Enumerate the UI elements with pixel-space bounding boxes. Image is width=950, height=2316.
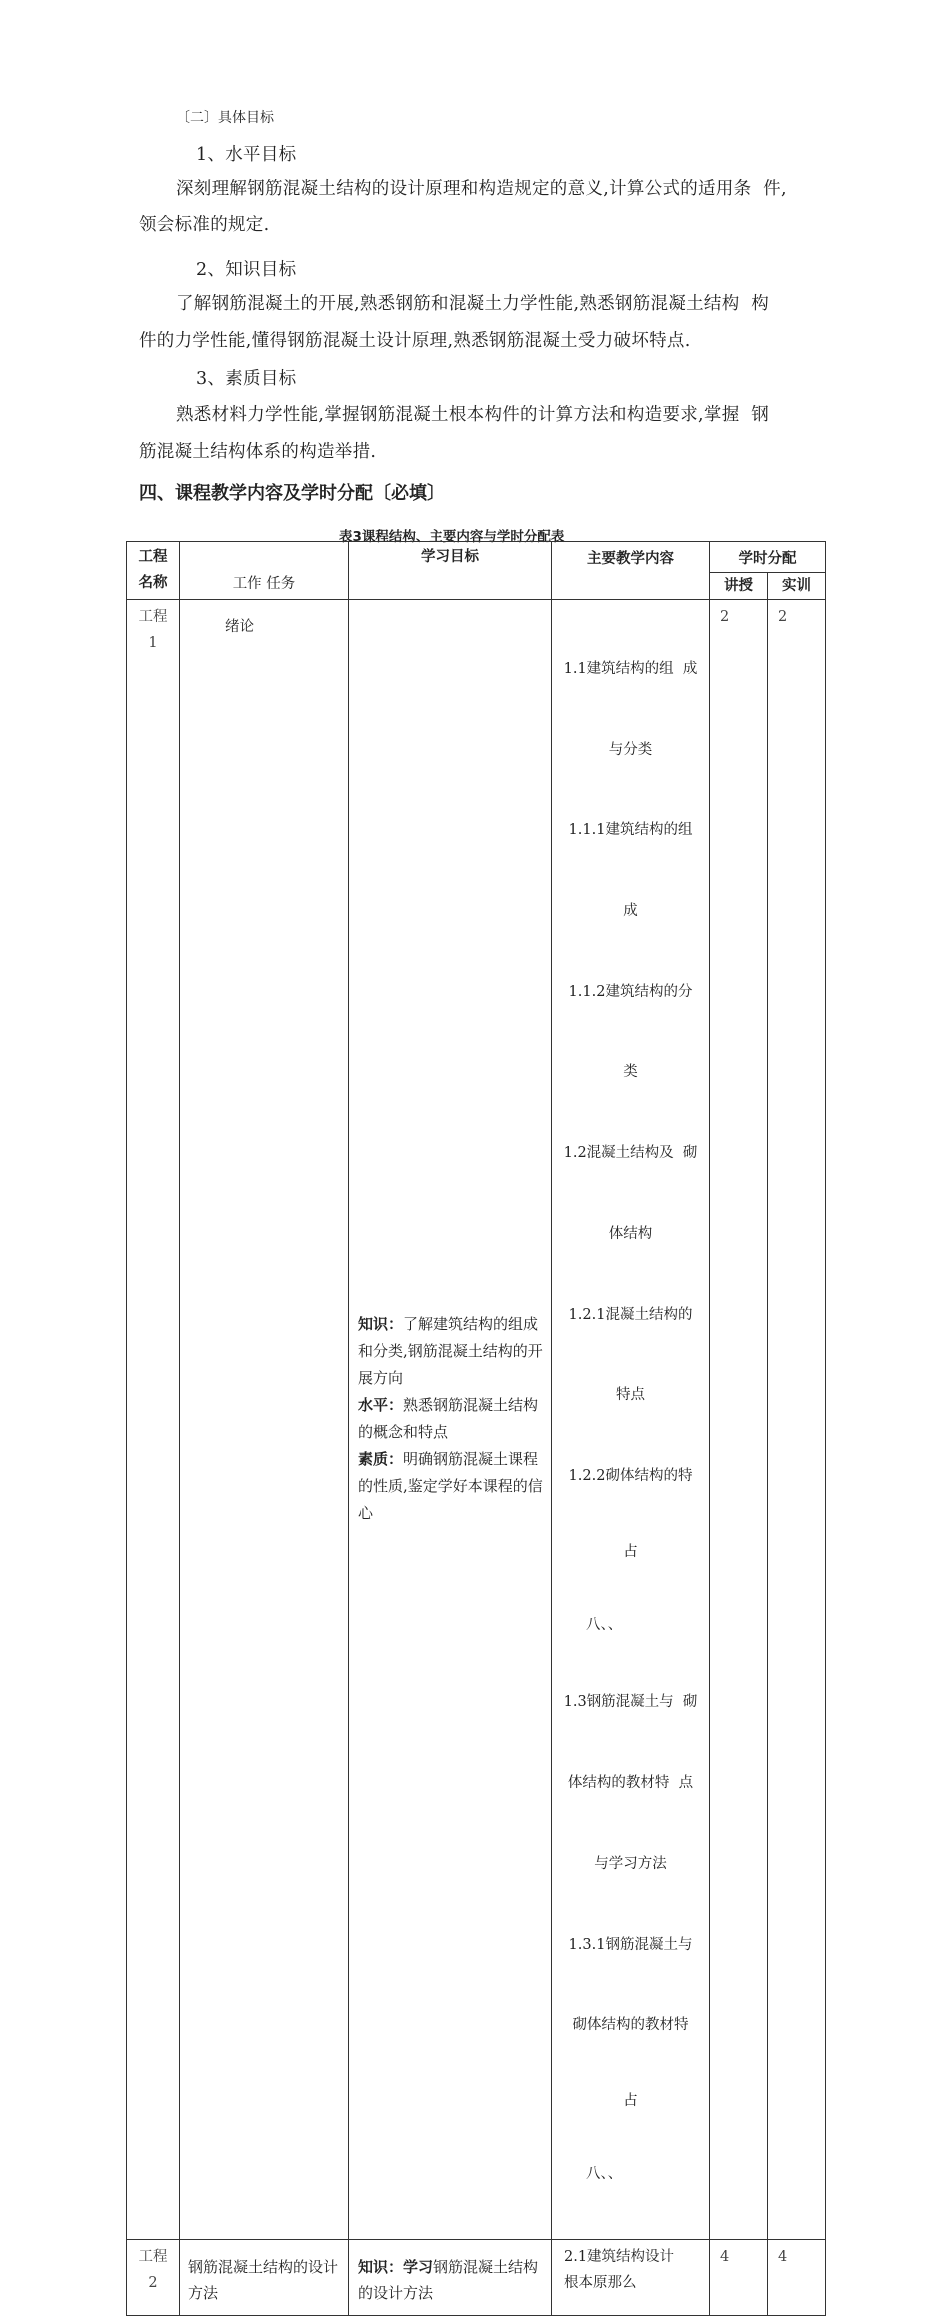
- goal1-line1: 深刻理解钢筋混凝土结构的设计原理和构造规定的意义,计算公式的适用条 件,: [176, 179, 787, 199]
- table-row: [127, 2239, 826, 2315]
- content-line: 1.2.2砌体结构的特: [568, 1468, 693, 1484]
- goal2-title: 2、知识目标: [196, 260, 297, 280]
- content-line: 体结构的教材特 点: [567, 1775, 694, 1792]
- goal1-title: 1、水平目标: [196, 145, 297, 165]
- row2-content: [552, 2239, 710, 2315]
- table-caption: 表3课程结构、主要内容与学时分配表: [339, 529, 565, 545]
- content-line: 1.1建筑结构的组 成: [563, 660, 698, 677]
- content-line: 与学习方法: [594, 1855, 667, 1872]
- row1-project-line2: 1: [148, 635, 158, 651]
- goal3-line2: 筋混凝土结构体系的构造举措.: [139, 442, 377, 462]
- goal-text-knowledge: 钢筋混凝土结构的设计方法: [358, 2257, 539, 2302]
- goal2-line2: 件的力学性能,懂得钢筋混凝土设计原理,熟悉钢筋混凝土受力破坏特点.: [139, 331, 691, 351]
- table-row: [127, 600, 826, 2240]
- goal-text-quality: 明确钢筋混凝土课程的性质,鉴定学好本课程的信心: [358, 1450, 543, 1523]
- content-line: 与分类: [608, 741, 653, 758]
- row2-lecture: 4: [710, 2239, 768, 2315]
- goal-label-knowledge: 知识：学习: [358, 2257, 434, 2276]
- goal2-line1: 了解钢筋混凝土的开展,熟悉钢筋和混凝土力学性能,熟悉钢筋混凝土结构 构: [176, 294, 770, 314]
- row1-goal: [349, 600, 552, 2240]
- content-line: 类: [623, 1064, 638, 1081]
- row1-lecture: 2: [710, 600, 768, 2240]
- course-structure-table: [126, 541, 826, 2316]
- row1-project-line1: 工程: [138, 609, 168, 625]
- row2-practice: 4: [768, 2239, 826, 2315]
- content-line: 成: [623, 902, 638, 919]
- row2-task: 钢筋混凝土结构的设计方法: [180, 2239, 349, 2315]
- goal3-line1: 熟悉材料力学性能,掌握钢筋混凝土根本构件的计算方法和构造要求,掌握 钢: [176, 405, 770, 425]
- header-hours: 学时分配: [710, 542, 826, 573]
- header-project-line1: 工程: [138, 549, 168, 565]
- goal-text-knowledge: 了解建筑结构的组成和分类,钢筋混凝土结构的开展方向: [358, 1315, 543, 1388]
- content-line: 特点: [616, 1387, 645, 1404]
- row1-goal-level: [358, 1392, 549, 1446]
- content-line: 占: [623, 1543, 638, 1560]
- content-line: 1.1.1建筑结构的组: [568, 822, 693, 839]
- goal1-line2: 领会标准的规定.: [139, 215, 270, 235]
- section-subheading: 〔二〕具体目标: [176, 110, 274, 126]
- goal3-title: 3、素质目标: [196, 369, 297, 389]
- row1-content: [552, 600, 710, 2240]
- content-line: 2.1建筑结构设计: [564, 2248, 675, 2265]
- row1-practice: 2: [768, 600, 826, 2240]
- header-practice: 实训: [768, 573, 826, 600]
- content-line: 1.3钢筋混凝土与 砌: [563, 1694, 698, 1711]
- header-goal: 学习目标: [349, 542, 552, 600]
- row2-project-line2: 2: [148, 2274, 158, 2291]
- content-line: 1.2.1混凝土结构的: [568, 1306, 693, 1323]
- header-project: [127, 542, 180, 600]
- row2-project: [127, 2239, 180, 2315]
- content-line: 1.3.1钢筋混凝土与: [568, 1936, 693, 1953]
- content-line: 八、、: [586, 1616, 623, 1633]
- row1-task: 绪论: [180, 600, 349, 2240]
- content-line: 1.1.2建筑结构的分: [568, 983, 693, 1000]
- content-line: 八、、: [586, 2165, 623, 2182]
- row2-goal: [349, 2239, 552, 2315]
- header-content: 主要教学内容: [552, 542, 710, 600]
- row1-goal-quality: [358, 1446, 549, 1527]
- goal-text-level: 熟悉钢筋混凝土结构的概念和特点: [358, 1396, 539, 1442]
- goal-label-quality: 素质：: [358, 1450, 404, 1469]
- row1-goal-knowledge: [358, 1311, 549, 1392]
- content-line: 砌体结构的教材特: [572, 2017, 689, 2034]
- section4-heading: 四、课程教学内容及学时分配〔必填〕: [139, 483, 445, 504]
- header-project-line2: 名称: [138, 575, 168, 591]
- row1-project: [127, 600, 180, 2240]
- goal-label-knowledge: 知识：: [358, 1315, 404, 1334]
- table-header-row: [127, 542, 826, 573]
- goal-label-level: 水平：: [358, 1396, 404, 1415]
- content-line: 占: [623, 2092, 638, 2109]
- content-line: 根本原那么: [564, 2274, 637, 2291]
- content-line: 1.2混凝土结构及 砌: [563, 1145, 698, 1162]
- row2-project-line1: 工程: [138, 2248, 168, 2265]
- header-task: 工作 任务: [180, 542, 349, 600]
- content-line: 体结构: [608, 1225, 653, 1242]
- header-lecture: 讲授: [710, 573, 768, 600]
